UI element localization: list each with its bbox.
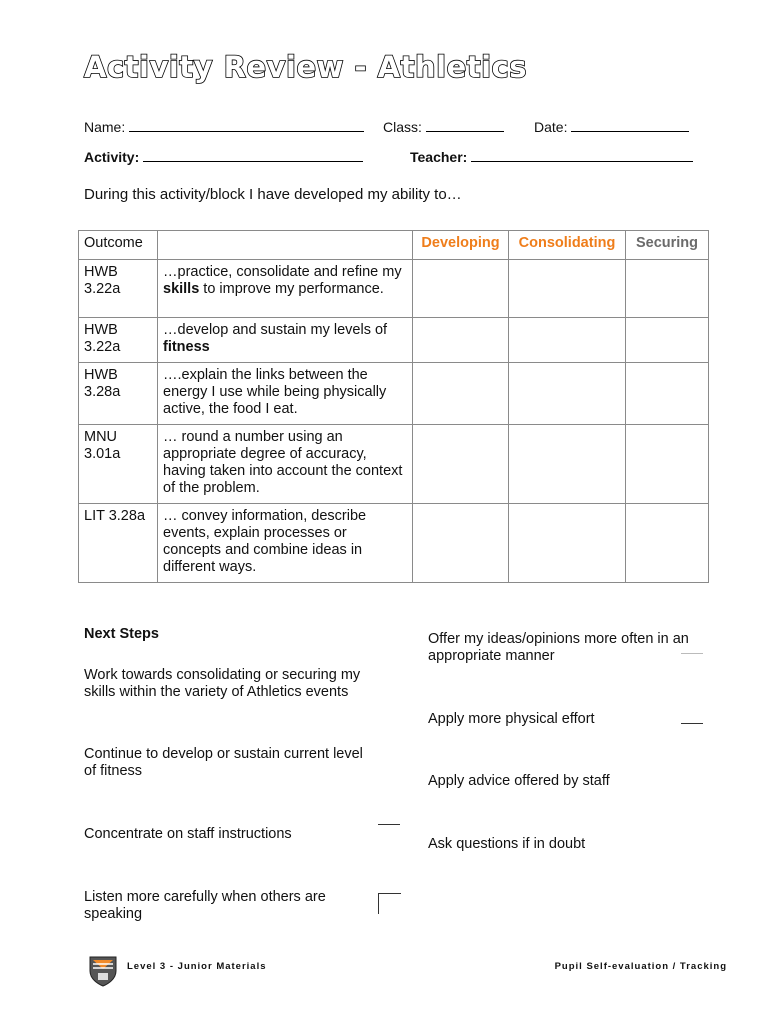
teacher-label: Teacher: [410, 149, 468, 165]
header-consolidating: Consolidating [509, 231, 626, 260]
outcome-code: HWB 3.22a [79, 318, 158, 363]
securing-cell[interactable] [626, 260, 709, 318]
school-crest-icon [88, 955, 118, 987]
outcomes-table [78, 230, 709, 583]
header-developing: Developing [413, 231, 509, 260]
next-step-left-2: Continue to develop or sustain current level of fitness [84, 746, 363, 779]
checkbox-concentrate[interactable] [378, 824, 400, 825]
outcome-description: …develop and sustain my levels of fitness [158, 318, 413, 363]
activity-label: Activity: [84, 149, 140, 165]
class-line[interactable] [426, 130, 504, 132]
table-row [79, 318, 709, 363]
class-label: Class: [383, 119, 422, 135]
next-step-right-2: Apply more physical effort [428, 711, 595, 727]
outcome-description: …practice, consolidate and refine my skills to improve my performance. [158, 260, 413, 318]
securing-cell[interactable] [626, 318, 709, 363]
page-title: Activity Review - Athletics [84, 50, 527, 84]
table-row [79, 504, 709, 583]
intro-text: During this activity/block I have developed my ability to… [84, 186, 462, 203]
name-line[interactable] [129, 130, 364, 132]
consolidating-cell[interactable] [509, 425, 626, 504]
checkbox-offer-ideas[interactable] [681, 653, 703, 654]
header-securing: Securing [626, 231, 709, 260]
securing-cell[interactable] [626, 363, 709, 425]
developing-cell[interactable] [413, 363, 509, 425]
next-step-right-3: Apply advice offered by staff [428, 773, 610, 789]
activity-field[interactable] [84, 149, 363, 165]
outcome-description: … convey information, describe events, explain processes or concepts and combine ideas in different ways. [158, 504, 413, 583]
table-header-row [79, 231, 709, 260]
consolidating-cell[interactable] [509, 504, 626, 583]
activity-line[interactable] [143, 160, 363, 162]
date-label: Date: [534, 119, 568, 135]
securing-cell[interactable] [626, 425, 709, 504]
consolidating-cell[interactable] [509, 318, 626, 363]
date-field[interactable] [534, 119, 689, 135]
outcome-code: HWB 3.22a [79, 260, 158, 318]
next-step-left-4: Listen more carefully when others are speaking [84, 889, 326, 922]
teacher-field[interactable] [410, 149, 693, 165]
footer-right: Pupil Self-evaluation / Tracking [554, 961, 727, 972]
next-step-left-1: Work towards consolidating or securing my skills within the variety of Athletics events [84, 667, 361, 700]
securing-cell[interactable] [626, 504, 709, 583]
next-step-right-1: Offer my ideas/opinions more often in an appropriate manner [428, 631, 689, 664]
consolidating-cell[interactable] [509, 260, 626, 318]
outcome-description: ….explain the links between the energy I use while being physically active, the food I eat. [158, 363, 413, 425]
developing-cell[interactable] [413, 260, 509, 318]
header-blank [158, 231, 413, 260]
table-row [79, 363, 709, 425]
consolidating-cell[interactable] [509, 363, 626, 425]
class-field[interactable] [383, 119, 504, 135]
date-line[interactable] [571, 130, 689, 132]
next-step-right-4: Ask questions if in doubt [428, 836, 586, 852]
teacher-line[interactable] [471, 160, 693, 162]
table-row [79, 260, 709, 318]
footer-left: Level 3 - Junior Materials [127, 961, 267, 972]
next-step-left-3: Concentrate on staff instructions [84, 826, 292, 842]
next-steps-heading: Next Steps [84, 626, 159, 642]
table-row [79, 425, 709, 504]
developing-cell[interactable] [413, 504, 509, 583]
checkbox-listen[interactable] [378, 893, 401, 914]
name-field[interactable] [84, 119, 364, 135]
checkbox-physical-effort[interactable] [681, 723, 703, 724]
developing-cell[interactable] [413, 318, 509, 363]
outcome-code: MNU 3.01a [79, 425, 158, 504]
name-label: Name: [84, 119, 126, 135]
outcome-code: HWB 3.28a [79, 363, 158, 425]
outcome-description: … round a number using an appropriate degree of accuracy, having taken into account the context of the problem. [158, 425, 413, 504]
outcome-code: LIT 3.28a [79, 504, 158, 583]
developing-cell[interactable] [413, 425, 509, 504]
header-outcome: Outcome [79, 231, 158, 260]
